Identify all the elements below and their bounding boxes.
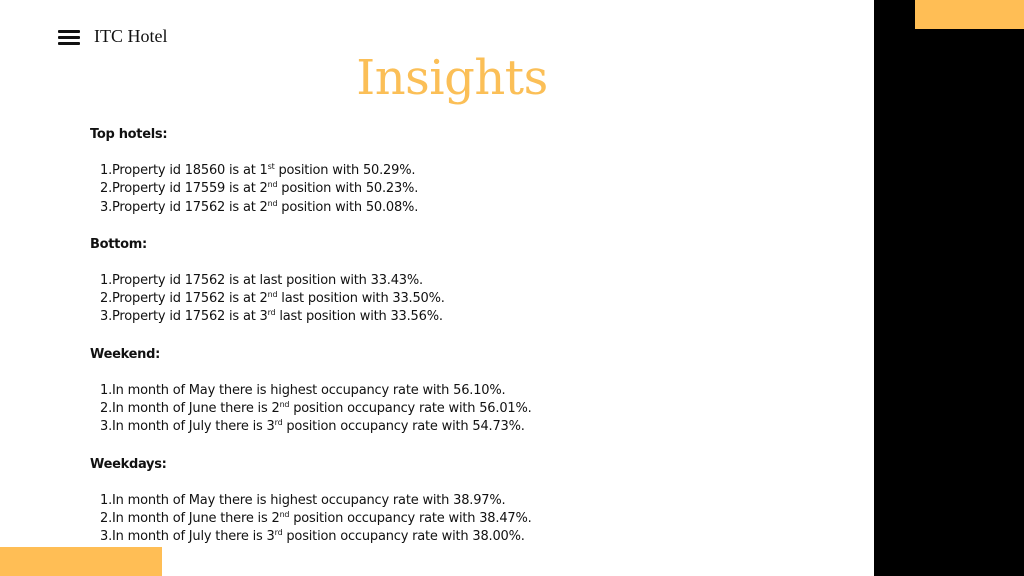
section-heading: Weekend: bbox=[90, 346, 160, 362]
list-item: 2. In month of June there is 2nd position occupancy rate with 56.01%. bbox=[100, 400, 532, 417]
list-item: 1. In month of May there is highest occupancy rate with 38.97%. bbox=[100, 492, 506, 508]
accent-bar-top bbox=[915, 0, 1024, 29]
section-weekend bbox=[90, 346, 650, 437]
list-item: 2. In month of June there is 2nd position occupancy rate with 38.47%. bbox=[100, 509, 532, 526]
right-black-panel bbox=[874, 0, 1024, 576]
list-item: 2. Property id 17559 is at 2nd position with 50.23%. bbox=[100, 180, 419, 197]
brand-name: ITC Hotel bbox=[94, 26, 168, 46]
list-item: 1. Property id 17562 is at last position with 33.43%. bbox=[100, 272, 423, 288]
list-item: 3. In month of July there is 3rd position occupancy rate with 38.00%. bbox=[100, 528, 525, 545]
list-item: 1. In month of May there is highest occupancy rate with 56.10%. bbox=[100, 382, 506, 398]
list-item: 1. Property id 18560 is at 1st position with 50.29%. bbox=[100, 162, 416, 178]
insights-content bbox=[90, 126, 650, 566]
section-top-hotels bbox=[90, 126, 650, 217]
list-item: 3. In month of July there is 3rd position occupancy rate with 54.73%. bbox=[100, 418, 525, 435]
list-item: 3. Property id 17562 is at 2nd position with 50.08%. bbox=[100, 198, 419, 215]
hamburger-menu-icon[interactable] bbox=[58, 29, 80, 46]
list-item: 3. Property id 17562 is at 3rd last position with 33.56%. bbox=[100, 308, 443, 325]
section-heading: Top hotels: bbox=[90, 127, 168, 142]
list-item: 2. Property id 17562 is at 2nd last position with 33.50%. bbox=[100, 290, 445, 307]
section-bottom bbox=[90, 236, 650, 327]
page-title: Insights bbox=[356, 50, 548, 106]
section-heading: Bottom: bbox=[90, 236, 147, 252]
section-heading: Weekdays: bbox=[90, 456, 167, 472]
section-weekdays bbox=[90, 456, 650, 547]
